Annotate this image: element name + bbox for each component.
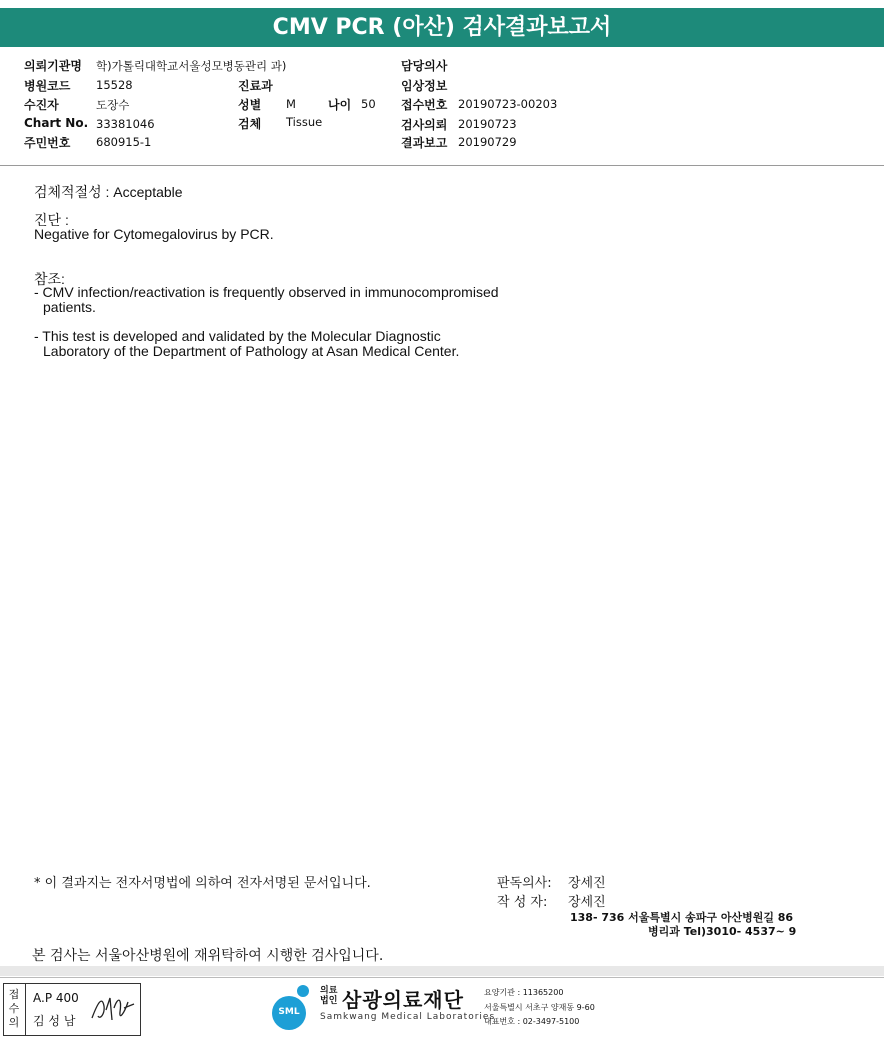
chart-no-label: Chart No.: [24, 116, 89, 130]
logo-prefix-bottom: 법인: [320, 996, 338, 1006]
chart-no-value: 33381046: [96, 117, 155, 131]
request-date-label: 검사의뢰: [401, 118, 448, 132]
pathologist-label: 판독의사:: [497, 876, 552, 891]
specimen-value: Tissue: [286, 115, 323, 129]
report-date-label: 결과보고: [401, 136, 448, 150]
note1-line2: patients.: [43, 299, 96, 315]
hospital-code-value: 15528: [96, 78, 133, 92]
lab-address: 138- 736 서울특별시 송파구 아산병원길 86: [570, 911, 794, 924]
resident-no-label: 주민번호: [24, 136, 71, 150]
consign-notice: 본 검사는 서울아산병원에 재위탁하여 시행한 검사입니다.: [32, 948, 384, 964]
stamp-name: 김 성 남: [33, 1014, 76, 1028]
stamp-divider: [25, 983, 26, 1036]
logo-subtitle: Samkwang Medical Laboratories: [320, 1012, 496, 1022]
note1-line1: - CMV infection/reactivation is frequently observed in immunocompromised: [34, 284, 499, 300]
notes-label: 참조:: [34, 271, 65, 287]
logo-prefix-top: 의료: [320, 986, 338, 996]
sex-value: M: [286, 97, 296, 111]
author-name: 장세진: [568, 895, 606, 910]
receipt-no-value: 20190723-00203: [458, 97, 558, 111]
author-label: 작 성 자:: [497, 895, 548, 910]
receipt-no-label: 접수번호: [401, 98, 448, 112]
note2-line2: Laboratory of the Department of Pathology at Asan Medical Center.: [43, 343, 460, 359]
note2-line1: - This test is developed and validated by the Molecular Diagnostic: [34, 328, 441, 344]
age-label: 나이: [328, 98, 352, 112]
stamp-code: A.P 400: [33, 991, 79, 1005]
report-date-value: 20190729: [458, 135, 517, 149]
clinical-info-label: 임상정보: [401, 79, 448, 93]
logo-info-phone: 대표번호 : 02-3497-5100: [484, 1017, 580, 1026]
footer-divider: [0, 977, 884, 978]
resident-no-value: 680915-1: [96, 135, 152, 149]
doctor-label: 담당의사: [401, 59, 448, 73]
stamp-vertical-text: 접 수 의: [8, 988, 20, 1029]
institution-label: 의뢰기관명: [24, 59, 82, 73]
department-label: 진료과: [238, 79, 273, 93]
logo-info-code: 요양기관 : 11365200: [484, 988, 564, 997]
signature-scribble: [90, 992, 136, 1026]
esign-notice: * 이 결과지는 전자서명법에 의하여 전자서명된 문서입니다.: [34, 876, 371, 891]
header-divider: [0, 165, 884, 166]
sex-label: 성별: [238, 98, 262, 112]
report-title: CMV PCR (아산) 검사결과보고서: [0, 8, 884, 47]
footer-band: [0, 966, 884, 976]
diagnosis-label: 진단 :: [34, 212, 69, 228]
logo-name: 삼광의료재단: [342, 988, 464, 1012]
specimen-label: 검체: [238, 117, 262, 131]
patient-label: 수진자: [24, 98, 59, 112]
patient-value: 도장수: [96, 98, 130, 112]
age-value: 50: [361, 97, 376, 111]
lab-contact: 병리과 Tel)3010- 4537~ 9: [648, 925, 797, 938]
institution-value: 학)가톨릭대학교서울성모병동관리 과): [96, 59, 287, 73]
diagnosis-text: Negative for Cytomegalovirus by PCR.: [34, 226, 274, 242]
pathologist-name: 장세진: [568, 876, 606, 891]
sml-logo-text: SML: [278, 1007, 300, 1017]
logo-info-address: 서울특별시 서초구 양재동 9-60: [484, 1003, 595, 1012]
specimen-adequacy: 검체적절성 : Acceptable: [34, 184, 183, 200]
sml-logo-dot: [297, 985, 309, 997]
hospital-code-label: 병원코드: [24, 79, 71, 93]
request-date-value: 20190723: [458, 117, 517, 131]
